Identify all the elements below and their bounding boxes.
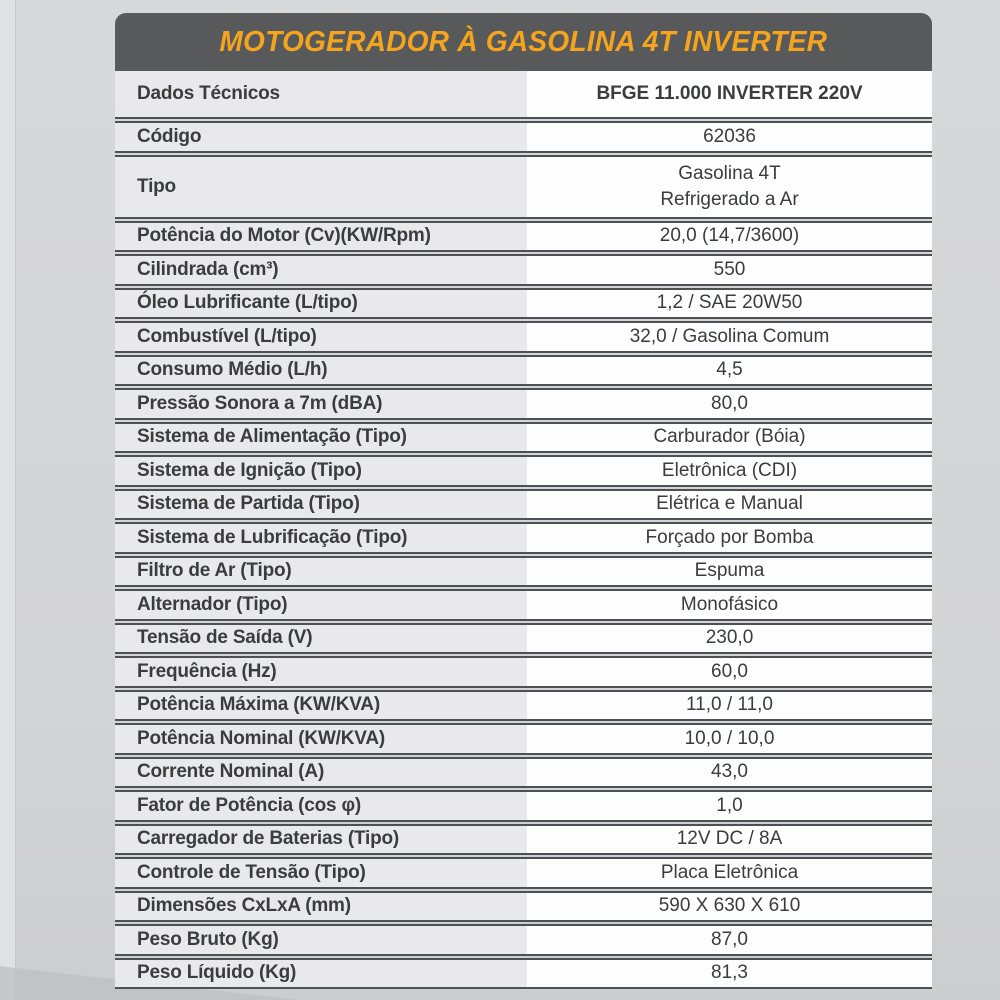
- spec-value: [527, 491, 932, 519]
- spec-label: Cilindrada (cm³): [115, 256, 527, 284]
- spec-label: Dados Técnicos: [115, 71, 527, 117]
- table-row: [115, 824, 932, 856]
- spec-value: [527, 123, 932, 151]
- spec-value: [527, 759, 932, 787]
- spec-label: Frequência (Hz): [115, 658, 527, 686]
- spec-value: [527, 457, 932, 485]
- table-row: [115, 121, 932, 153]
- table-row: [115, 455, 932, 487]
- spec-value: [527, 71, 932, 117]
- table-row: [115, 623, 932, 655]
- spec-value: [527, 725, 932, 753]
- table-row: [115, 489, 932, 521]
- spec-value: [527, 893, 932, 921]
- spec-label: Controle de Tensão (Tipo): [115, 859, 527, 887]
- table-row: [115, 254, 932, 286]
- spec-value: [527, 826, 932, 854]
- spec-value-text: 10,0 / 10,0: [684, 727, 775, 749]
- table-row: [115, 857, 932, 889]
- spec-value-text: BFGE 11.000 INVERTER 220V: [596, 83, 863, 105]
- table-row: [115, 723, 932, 755]
- table-row: [115, 221, 932, 253]
- spec-label: Peso Líquido (Kg): [115, 960, 527, 988]
- table-row: [115, 924, 932, 956]
- spec-value-text: 1,2 / SAE 20W50: [656, 292, 803, 314]
- table-row: [115, 589, 932, 621]
- table-row: [115, 690, 932, 722]
- background-left-strip: [0, 0, 16, 1000]
- spec-label: Pressão Sonora a 7m (dBA): [115, 390, 527, 418]
- spec-label: Sistema de Lubrificação (Tipo): [115, 524, 527, 552]
- table-row: [115, 155, 932, 219]
- spec-value-text: 4,5: [716, 359, 743, 381]
- spec-value-text: 20,0 (14,7/3600): [659, 225, 800, 247]
- spec-value: [527, 256, 932, 284]
- spec-value: [527, 591, 932, 619]
- spec-value: [527, 524, 932, 552]
- spec-value-text: 62036: [703, 125, 756, 147]
- spec-value: [527, 323, 932, 351]
- spec-value-text: Monofásico: [680, 593, 779, 615]
- spec-value: [527, 658, 932, 686]
- spec-label: Tensão de Saída (V): [115, 625, 527, 653]
- spec-value: [527, 357, 932, 385]
- spec-value-text: Espuma: [694, 560, 765, 582]
- spec-value-text: 11,0 / 11,0: [686, 694, 773, 716]
- table-row: [115, 422, 932, 454]
- spec-value-text: 550: [713, 258, 746, 280]
- spec-value-text: 590 X 630 X 610: [658, 895, 801, 917]
- table-row: [115, 958, 932, 990]
- spec-value: [527, 424, 932, 452]
- spec-value: [527, 390, 932, 418]
- spec-label: Corrente Nominal (A): [115, 759, 527, 787]
- spec-value: [527, 625, 932, 653]
- spec-label: Tipo: [115, 157, 527, 217]
- spec-value-text: Eletrônica (CDI): [661, 459, 798, 481]
- spec-value: [527, 792, 932, 820]
- table-row: [115, 71, 932, 119]
- spec-value-text: 80,0: [711, 392, 748, 414]
- spec-table: [115, 71, 932, 989]
- spec-label: Potência Nominal (KW/KVA): [115, 725, 527, 753]
- spec-label: Carregador de Baterias (Tipo): [115, 826, 527, 854]
- table-row: [115, 790, 932, 822]
- spec-sheet-header: [115, 13, 932, 71]
- spec-value-text: 12V DC / 8A: [676, 828, 783, 850]
- spec-value-text: Elétrica e Manual: [656, 493, 803, 515]
- table-row: [115, 522, 932, 554]
- table-row: [115, 656, 932, 688]
- spec-value: [527, 290, 932, 318]
- spec-label: Potência Máxima (KW/KVA): [115, 692, 527, 720]
- spec-label: Consumo Médio (L/h): [115, 357, 527, 385]
- spec-value: [527, 558, 932, 586]
- spec-value: [527, 223, 932, 251]
- spec-value: [527, 859, 932, 887]
- table-row: [115, 388, 932, 420]
- spec-value: [527, 157, 932, 217]
- spec-sheet: [115, 13, 932, 989]
- spec-value-text: 60,0: [711, 660, 748, 682]
- spec-value: [527, 926, 932, 954]
- table-row: [115, 556, 932, 588]
- spec-value-text: 1,0: [716, 794, 743, 816]
- spec-label: Peso Bruto (Kg): [115, 926, 527, 954]
- table-row: [115, 321, 932, 353]
- spec-value-text: Carburador (Bóia): [653, 426, 806, 448]
- table-row: [115, 355, 932, 387]
- spec-label: Dimensões CxLxA (mm): [115, 893, 527, 921]
- spec-label: Combustível (L/tipo): [115, 323, 527, 351]
- table-row: [115, 288, 932, 320]
- spec-label: Óleo Lubrificante (L/tipo): [115, 290, 527, 318]
- page-title: MOTOGERADOR À GASOLINA 4T INVERTER: [219, 25, 828, 58]
- spec-label: Código: [115, 123, 527, 151]
- spec-label: Sistema de Ignição (Tipo): [115, 457, 527, 485]
- spec-value: [527, 960, 932, 988]
- spec-label: Sistema de Partida (Tipo): [115, 491, 527, 519]
- spec-value-text: Gasolina 4T: [678, 162, 781, 184]
- spec-label: Filtro de Ar (Tipo): [115, 558, 527, 586]
- spec-value-text: 87,0: [711, 928, 748, 950]
- table-row: [115, 891, 932, 923]
- spec-value-text: 43,0: [711, 761, 748, 783]
- spec-value-text-line2: Refrigerado a Ar: [660, 188, 799, 210]
- spec-label: Fator de Potência (cos φ): [115, 792, 527, 820]
- table-row: [115, 757, 932, 789]
- spec-value-text: Forçado por Bomba: [645, 526, 814, 548]
- spec-value-text: 230,0: [705, 627, 754, 649]
- spec-value: [527, 692, 932, 720]
- spec-label: Potência do Motor (Cv)(KW/Rpm): [115, 223, 527, 251]
- spec-value-text: Placa Eletrônica: [660, 861, 799, 883]
- spec-value-text: 32,0 / Gasolina Comum: [629, 325, 830, 347]
- spec-label: Alternador (Tipo): [115, 591, 527, 619]
- spec-label: Sistema de Alimentação (Tipo): [115, 424, 527, 452]
- spec-value-text: 81,3: [711, 962, 748, 984]
